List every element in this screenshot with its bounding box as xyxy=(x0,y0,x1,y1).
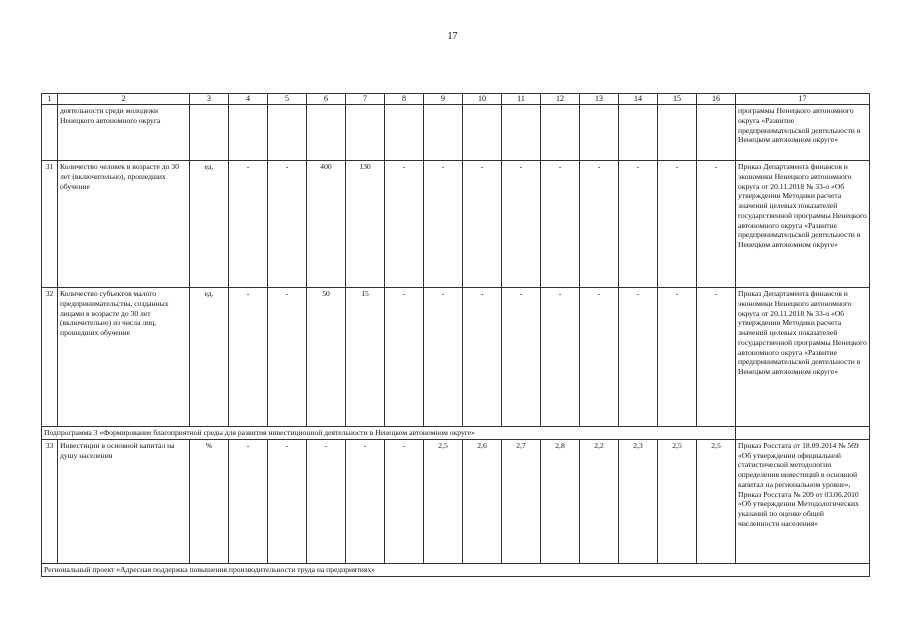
row-number-cell xyxy=(42,105,58,161)
table-row-33 xyxy=(42,439,870,563)
header-cell: 10 xyxy=(463,94,502,105)
value-cell: - xyxy=(658,288,697,427)
value-cell: 2,8 xyxy=(541,439,580,563)
indicator-name-cell: Количество субъектов малого предпринимательства, созданных лицами в возрасте до 30 лет (включительно) из числа лиц, прошедших обучение xyxy=(58,288,190,427)
header-cell: 7 xyxy=(346,94,385,105)
indicator-name-cell: деятельности среди молодежи Ненецкого автономного округа xyxy=(58,105,190,161)
header-cell: 6 xyxy=(307,94,346,105)
value-cell: 2,7 xyxy=(502,439,541,563)
value-cell: 50 xyxy=(307,288,346,427)
value-cell: - xyxy=(580,161,619,288)
empty-cell xyxy=(307,105,346,161)
value-cell: - xyxy=(463,288,502,427)
header-cell: 17 xyxy=(736,94,870,105)
empty-cell xyxy=(463,105,502,161)
value-cell: - xyxy=(619,161,658,288)
empty-cell xyxy=(697,105,736,161)
empty-cell xyxy=(658,105,697,161)
header-cell: 2 xyxy=(58,94,190,105)
header-cell: 13 xyxy=(580,94,619,105)
table-row-32 xyxy=(42,288,870,427)
unit-cell: % xyxy=(190,439,229,563)
value-cell: - xyxy=(697,161,736,288)
empty-cell xyxy=(229,105,268,161)
row-number-cell: 33 xyxy=(42,439,58,563)
empty-cell xyxy=(424,105,463,161)
subprogram-header-row xyxy=(42,427,870,440)
value-cell: 2,2 xyxy=(580,439,619,563)
column-number-row xyxy=(42,94,870,105)
table-row-continuation xyxy=(42,105,870,161)
value-cell: - xyxy=(307,439,346,563)
value-cell: - xyxy=(463,161,502,288)
value-cell: 130 xyxy=(346,161,385,288)
value-cell: - xyxy=(346,439,385,563)
header-cell: 16 xyxy=(697,94,736,105)
subprogram-title: Подпрограмма 3 «Формирование благоприятной среды для развития инвестиционной деятельности в Ненецком автономном округе» xyxy=(42,427,736,440)
value-cell: - xyxy=(385,439,424,563)
value-cell: - xyxy=(229,439,268,563)
row-number-cell: 31 xyxy=(42,161,58,288)
value-cell: 2,3 xyxy=(619,439,658,563)
indicator-name-cell: Количество человек в возрасте до 30 лет (включительно), прошедших обучение xyxy=(58,161,190,288)
value-cell: - xyxy=(658,161,697,288)
unit-cell: ед. xyxy=(190,161,229,288)
header-cell: 4 xyxy=(229,94,268,105)
value-cell: 2,6 xyxy=(463,439,502,563)
empty-cell xyxy=(580,105,619,161)
header-cell: 11 xyxy=(502,94,541,105)
header-cell: 3 xyxy=(190,94,229,105)
row-number-cell: 32 xyxy=(42,288,58,427)
regional-project-title: Региональный проект «Адресная поддержка повышения производительности труда на предприятиях» xyxy=(42,563,870,576)
regional-project-row xyxy=(42,563,870,576)
value-cell: - xyxy=(385,161,424,288)
header-cell: 5 xyxy=(268,94,307,105)
empty-cell xyxy=(385,105,424,161)
value-cell: - xyxy=(580,288,619,427)
value-cell: 2,5 xyxy=(658,439,697,563)
empty-cell xyxy=(268,105,307,161)
table-row-31 xyxy=(42,161,870,288)
value-cell: - xyxy=(268,439,307,563)
value-cell: 400 xyxy=(307,161,346,288)
value-cell: - xyxy=(229,288,268,427)
empty-cell xyxy=(541,105,580,161)
header-cell: 15 xyxy=(658,94,697,105)
indicator-name-cell: Инвестиции в основной капитал на душу населения xyxy=(58,439,190,563)
value-cell: - xyxy=(541,288,580,427)
value-cell: - xyxy=(229,161,268,288)
source-document-cell: Приказ Департамента финансов и экономики Ненецкого автономного округа от 20.11.2018 № 33-о «Об утверждении Методики расчета значений целевых показателей государственной программы Ненецкого автономного округа «Развитие предпринимательской деятельности в Ненецком автономном округе» xyxy=(736,161,870,288)
empty-cell xyxy=(736,427,870,440)
source-document-cell: Приказ Росстата от 18.09.2014 № 569 «Об утверждении официальной статистической методологии определения инвестиций в основной капитал на региональном уровне», Приказ Росстата № 209 от 03.06.2010 «Об утверждении Методологических указаний по оценке общей численности населения» xyxy=(736,439,870,563)
source-document-cell: Приказ Департамента финансов и экономики Ненецкого автономного округа от 20.11.2018 № 33-о «Об утверждении Методики расчета значений целевых показателей государственной программы Ненецкого автономного округа «Развитие предпринимательской деятельности в Ненецком автономном округе» xyxy=(736,288,870,427)
value-cell: 2,5 xyxy=(424,439,463,563)
value-cell: - xyxy=(385,288,424,427)
header-cell: 14 xyxy=(619,94,658,105)
value-cell: - xyxy=(424,288,463,427)
empty-cell xyxy=(619,105,658,161)
source-document-cell: программы Ненецкого автономного округа «Развитие предпринимательской деятельности в Ненецком автономном округе» xyxy=(736,105,870,161)
empty-cell xyxy=(190,105,229,161)
header-cell: 9 xyxy=(424,94,463,105)
value-cell: 15 xyxy=(346,288,385,427)
empty-cell xyxy=(502,105,541,161)
value-cell: - xyxy=(424,161,463,288)
unit-cell: ед. xyxy=(190,288,229,427)
page-number: 17 xyxy=(447,31,458,42)
value-cell: - xyxy=(502,161,541,288)
header-cell: 1 xyxy=(42,94,58,105)
header-cell: 12 xyxy=(541,94,580,105)
value-cell: - xyxy=(268,161,307,288)
empty-cell xyxy=(346,105,385,161)
value-cell: - xyxy=(697,288,736,427)
indicators-table xyxy=(41,93,870,577)
value-cell: 2,5 xyxy=(697,439,736,563)
header-cell: 8 xyxy=(385,94,424,105)
value-cell: - xyxy=(541,161,580,288)
value-cell: - xyxy=(502,288,541,427)
value-cell: - xyxy=(619,288,658,427)
value-cell: - xyxy=(268,288,307,427)
